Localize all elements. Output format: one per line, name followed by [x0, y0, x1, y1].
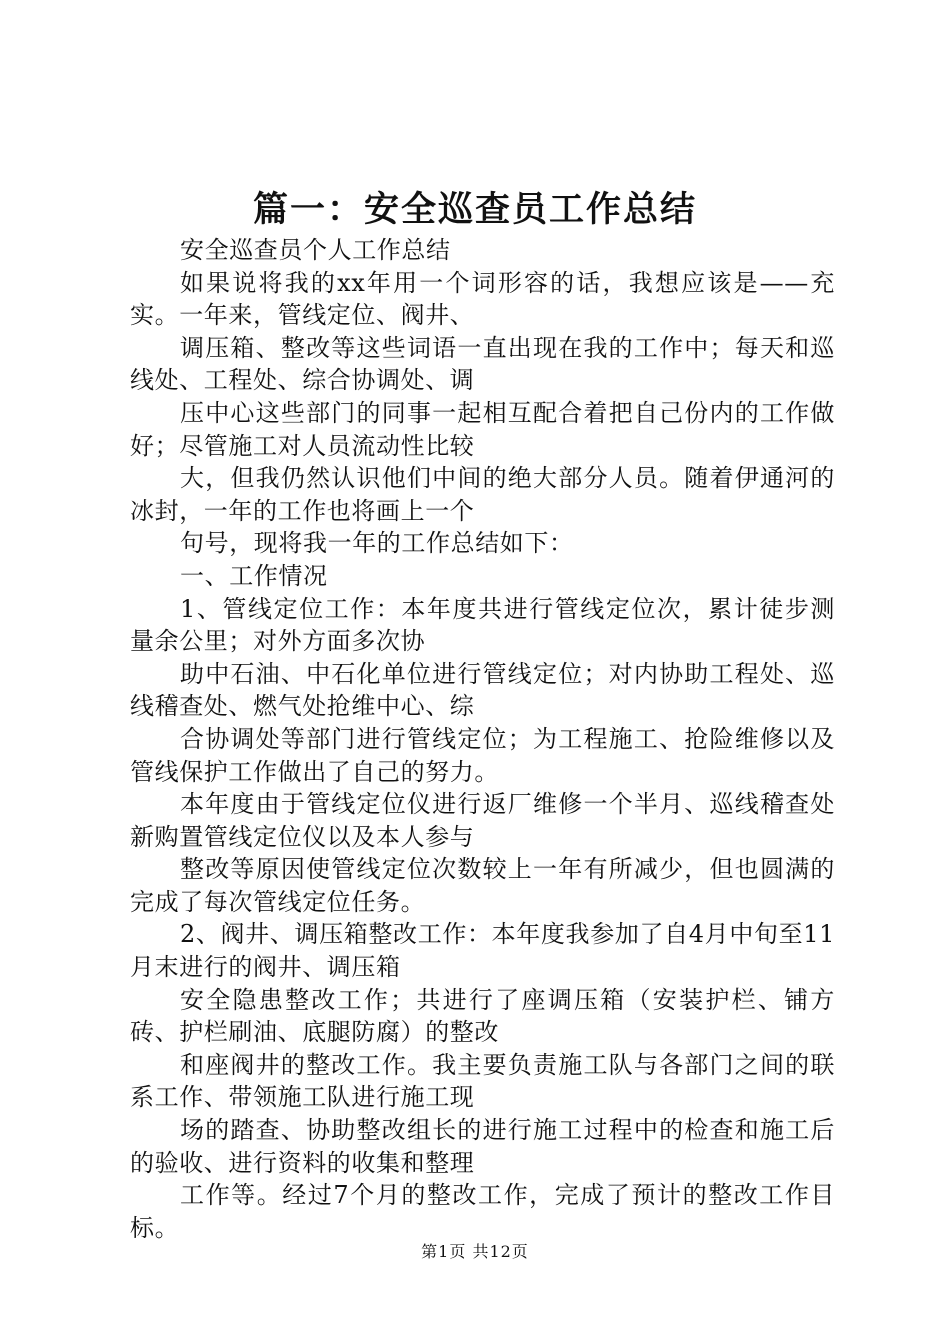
section-heading: 一、工作情况	[180, 561, 328, 590]
paragraph: 助中石油、中石化单位进行管线定位；对内协助工程处、巡线稽查处、燃气处抢维中心、综	[130, 659, 835, 721]
paragraph: 如果说将我的xx年用一个词形容的话，我想应该是——充实。一年来，管线定位、阀井、	[130, 268, 835, 330]
paragraph: 压中心这些部门的同事一起相互配合着把自己份内的工作做好；尽管施工对人员流动性比较	[130, 398, 835, 460]
paragraph-subtitle: 安全巡查员个人工作总结	[180, 236, 451, 264]
paragraph: 整改等原因使管线定位次数较上一年有所减少，但也圆满的完成了每次管线定位任务。	[130, 855, 835, 916]
paragraph: 和座阀井的整改工作。我主要负责施工队与各部门之间的联系工作、带领施工队进行施工现	[130, 1050, 835, 1112]
paragraph: 合协调处等部门进行管线定位；为工程施工、抢险维修以及管线保护工作做出了自己的努力。	[130, 724, 835, 786]
paragraph: 工作等。经过7个月的整改工作，完成了预计的整改工作目标。	[130, 1181, 835, 1242]
paragraph: 调压箱、整改等这些词语一直出现在我的工作中；每天和巡线处、工程处、综合协调处、调	[130, 333, 835, 395]
paragraph: 场的踏查、协助整改组长的进行施工过程中的检查和施工后的验收、进行资料的收集和整理	[130, 1116, 835, 1177]
paragraph: 1、管线定位工作：本年度共进行管线定位次，累计徒步测量余公里；对外方面多次协	[130, 594, 835, 656]
paragraph: 本年度由于管线定位仪进行返厂维修一个半月、巡线稽查处新购置管线定位仪以及本人参与	[130, 790, 835, 851]
document-title: 篇一：安全巡查员工作总结	[252, 190, 697, 230]
paragraph: 句号，现将我一年的工作总结如下：	[180, 529, 574, 558]
paragraph: 大，但我仍然认识他们中间的绝大部分人员。随着伊通河的冰封，一年的工作也将画上一个	[130, 464, 835, 525]
paragraph: 2、阀井、调压箱整改工作：本年度我参加了自4月中旬至11月末进行的阀井、调压箱	[130, 920, 835, 982]
page-number-footer: 第1页 共12页	[421, 1242, 529, 1261]
paragraph: 安全隐患整改工作；共进行了座调压箱（安装护栏、铺方砖、护栏刷油、底腿防腐）的整改	[130, 985, 835, 1047]
document-body	[130, 234, 835, 1244]
